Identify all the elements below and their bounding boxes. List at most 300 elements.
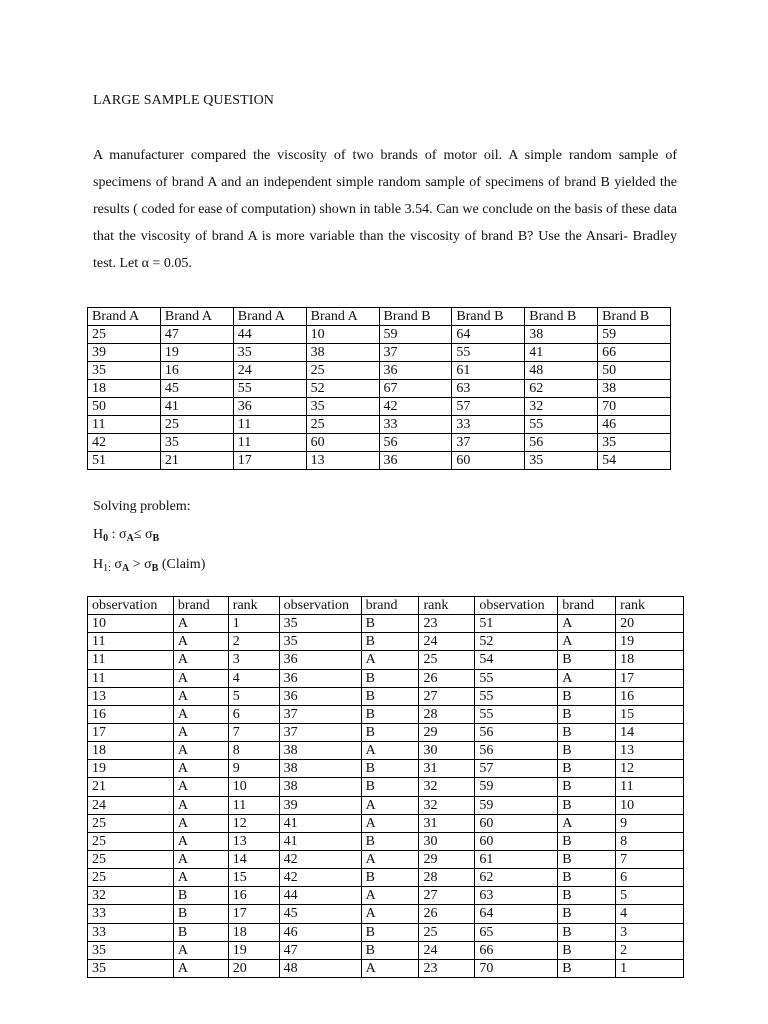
- table-cell: 48: [279, 959, 361, 977]
- table-cell: 13: [616, 742, 684, 760]
- table-cell: 16: [228, 887, 279, 905]
- table-cell: A: [173, 850, 228, 868]
- table-cell: 23: [419, 615, 475, 633]
- table-cell: 27: [419, 687, 475, 705]
- table-cell: 38: [306, 344, 379, 362]
- table-cell: B: [558, 760, 616, 778]
- table-cell: 39: [279, 796, 361, 814]
- table-cell: 8: [228, 742, 279, 760]
- table-row: [88, 326, 671, 344]
- h0-sigma-b: σ: [141, 527, 153, 542]
- table-cell: 50: [88, 398, 161, 416]
- table-cell: A: [558, 633, 616, 651]
- table-cell: 14: [616, 723, 684, 741]
- table-cell: A: [173, 669, 228, 687]
- table-cell: 8: [616, 832, 684, 850]
- table-row: [88, 633, 684, 651]
- brand-data-table: [87, 307, 671, 470]
- table-cell: 36: [233, 398, 306, 416]
- table-cell: 56: [475, 742, 558, 760]
- table-cell: 45: [160, 380, 233, 398]
- table-cell: 37: [452, 434, 525, 452]
- table-cell: B: [361, 778, 419, 796]
- rank-table: [87, 596, 684, 978]
- table-cell: 11: [88, 651, 174, 669]
- table-cell: 10: [88, 615, 174, 633]
- table-cell: 38: [279, 778, 361, 796]
- table-cell: 42: [379, 398, 452, 416]
- table-cell: 20: [228, 959, 279, 977]
- header-cell: Brand A: [233, 308, 306, 326]
- table-cell: 30: [419, 742, 475, 760]
- table-cell: 36: [279, 651, 361, 669]
- table-cell: 63: [475, 887, 558, 905]
- table-cell: 60: [306, 434, 379, 452]
- table-cell: 28: [419, 869, 475, 887]
- table-cell: B: [173, 905, 228, 923]
- table-cell: 7: [228, 723, 279, 741]
- table-cell: 6: [228, 705, 279, 723]
- table-cell: 35: [279, 633, 361, 651]
- table-cell: 25: [419, 651, 475, 669]
- table-cell: B: [361, 687, 419, 705]
- table-cell: A: [361, 905, 419, 923]
- table-cell: 11: [88, 669, 174, 687]
- table-cell: 60: [475, 832, 558, 850]
- table-cell: 62: [525, 380, 598, 398]
- h0-symbol: H: [93, 527, 104, 542]
- table-row: [88, 452, 671, 470]
- table-cell: 33: [379, 416, 452, 434]
- table-cell: 10: [228, 778, 279, 796]
- table-cell: 15: [616, 705, 684, 723]
- table-cell: A: [173, 687, 228, 705]
- table-cell: 66: [475, 941, 558, 959]
- header-cell: rank: [228, 597, 279, 615]
- table-cell: 13: [306, 452, 379, 470]
- table-cell: 7: [616, 850, 684, 868]
- table-row: [88, 760, 684, 778]
- table-cell: 5: [616, 887, 684, 905]
- table-cell: 41: [279, 814, 361, 832]
- table-cell: 2: [228, 633, 279, 651]
- table-cell: 29: [419, 723, 475, 741]
- table-cell: A: [361, 887, 419, 905]
- table-cell: 30: [419, 832, 475, 850]
- table-cell: 59: [379, 326, 452, 344]
- table-cell: 4: [616, 905, 684, 923]
- table-row: [88, 687, 684, 705]
- table-cell: A: [558, 814, 616, 832]
- table-row: [88, 669, 684, 687]
- table-cell: 18: [88, 380, 161, 398]
- table-cell: 38: [598, 380, 671, 398]
- table-cell: 29: [419, 850, 475, 868]
- table-cell: 46: [598, 416, 671, 434]
- header-cell: observation: [475, 597, 558, 615]
- table-cell: 32: [419, 778, 475, 796]
- document-title: LARGE SAMPLE QUESTION: [93, 93, 274, 108]
- table-cell: B: [361, 723, 419, 741]
- table-cell: 56: [475, 723, 558, 741]
- table-cell: 16: [88, 705, 174, 723]
- table-row: [88, 615, 684, 633]
- table-cell: 11: [88, 416, 161, 434]
- table-cell: 35: [525, 452, 598, 470]
- table-cell: A: [173, 941, 228, 959]
- h0-sub-a: A: [126, 533, 134, 544]
- table-cell: 27: [419, 887, 475, 905]
- table-cell: 19: [160, 344, 233, 362]
- table-cell: A: [173, 651, 228, 669]
- table-cell: 32: [525, 398, 598, 416]
- table-cell: 70: [598, 398, 671, 416]
- table-cell: 13: [88, 687, 174, 705]
- table-cell: 11: [233, 416, 306, 434]
- table-cell: 55: [475, 687, 558, 705]
- table-cell: 12: [228, 814, 279, 832]
- table-row: [88, 887, 684, 905]
- table-row: [88, 850, 684, 868]
- h1-sigma-a: σ: [110, 557, 122, 572]
- table-cell: 24: [88, 796, 174, 814]
- table-cell: B: [558, 796, 616, 814]
- table-cell: 21: [88, 778, 174, 796]
- table-cell: 33: [88, 905, 174, 923]
- problem-paragraph: A manufacturer compared the viscosity of two brands of motor oil. A simple random sample of specimens of brand A and an independent simple random sample of specimens of brand B yielded the results ( coded for ease of computation) shown in table 3.54. Can we conclude on the basis of these data that the viscosity of brand A is more variable than the viscosity of brand B? Use the Ansari- Bradley test. Let α = 0.05.: [93, 148, 677, 271]
- table-cell: 47: [279, 941, 361, 959]
- table-cell: A: [173, 615, 228, 633]
- table-cell: 42: [279, 869, 361, 887]
- table-cell: 65: [475, 923, 558, 941]
- table-cell: 16: [160, 362, 233, 380]
- h1-sub-b: B: [151, 563, 159, 574]
- table-cell: 45: [279, 905, 361, 923]
- table-cell: 35: [598, 434, 671, 452]
- table-row: [88, 905, 684, 923]
- header-cell: Brand B: [452, 308, 525, 326]
- table-cell: 9: [228, 760, 279, 778]
- table-cell: 35: [306, 398, 379, 416]
- table-cell: A: [558, 669, 616, 687]
- table-cell: 4: [228, 669, 279, 687]
- table-cell: 17: [233, 452, 306, 470]
- table-cell: 36: [279, 687, 361, 705]
- table-row: [88, 796, 684, 814]
- table-cell: 35: [279, 615, 361, 633]
- table-cell: 24: [233, 362, 306, 380]
- table-cell: 25: [306, 362, 379, 380]
- table-cell: 36: [279, 669, 361, 687]
- header-cell: rank: [616, 597, 684, 615]
- table-cell: 66: [598, 344, 671, 362]
- table-cell: 51: [475, 615, 558, 633]
- table-cell: 70: [475, 959, 558, 977]
- table-row: [88, 814, 684, 832]
- table-cell: B: [558, 705, 616, 723]
- table-cell: 52: [306, 380, 379, 398]
- table-cell: B: [558, 742, 616, 760]
- table-cell: B: [558, 723, 616, 741]
- h1-operator: >: [129, 557, 145, 572]
- table-cell: A: [361, 850, 419, 868]
- table-row: [88, 651, 684, 669]
- header-cell: Brand B: [525, 308, 598, 326]
- null-hypothesis: [93, 527, 159, 544]
- table-cell: 48: [525, 362, 598, 380]
- table-cell: 35: [233, 344, 306, 362]
- table-cell: A: [173, 959, 228, 977]
- table-cell: B: [361, 633, 419, 651]
- table-cell: 19: [88, 760, 174, 778]
- table-cell: 54: [475, 651, 558, 669]
- table-cell: 25: [88, 869, 174, 887]
- table-cell: 57: [452, 398, 525, 416]
- table-row: [88, 434, 671, 452]
- table-cell: 10: [616, 796, 684, 814]
- table-cell: 60: [452, 452, 525, 470]
- table-cell: 17: [88, 723, 174, 741]
- alternative-hypothesis: [93, 557, 205, 574]
- table-cell: 20: [616, 615, 684, 633]
- table-cell: 18: [88, 742, 174, 760]
- header-cell: observation: [88, 597, 174, 615]
- table-cell: 25: [88, 850, 174, 868]
- table-cell: B: [558, 887, 616, 905]
- table-row: [88, 959, 684, 977]
- table-cell: 32: [419, 796, 475, 814]
- table-cell: A: [173, 633, 228, 651]
- table-cell: 14: [228, 850, 279, 868]
- table-cell: 37: [379, 344, 452, 362]
- table-cell: 39: [88, 344, 161, 362]
- table-cell: 25: [419, 923, 475, 941]
- table-cell: B: [361, 832, 419, 850]
- table-cell: 44: [279, 887, 361, 905]
- table-cell: 55: [452, 344, 525, 362]
- table-cell: A: [173, 723, 228, 741]
- h1-symbol: H: [93, 557, 104, 572]
- table-row: [88, 742, 684, 760]
- table-cell: 57: [475, 760, 558, 778]
- table-cell: A: [173, 796, 228, 814]
- table-row: [88, 941, 684, 959]
- table-cell: 11: [88, 633, 174, 651]
- table-cell: 54: [598, 452, 671, 470]
- table-cell: 64: [452, 326, 525, 344]
- table-cell: A: [361, 814, 419, 832]
- table-cell: A: [173, 778, 228, 796]
- table-row: [88, 723, 684, 741]
- table-cell: 25: [88, 814, 174, 832]
- h0-subscript: 0: [103, 533, 109, 544]
- table-cell: 38: [279, 742, 361, 760]
- table-row: [88, 362, 671, 380]
- table-cell: 67: [379, 380, 452, 398]
- table-cell: 9: [616, 814, 684, 832]
- h1-sigma-b: σ: [144, 557, 152, 572]
- table-cell: 24: [419, 941, 475, 959]
- table-cell: 47: [160, 326, 233, 344]
- header-row: [88, 308, 671, 326]
- table-cell: 59: [475, 778, 558, 796]
- table-cell: 55: [525, 416, 598, 434]
- header-cell: Brand B: [379, 308, 452, 326]
- table-cell: B: [558, 923, 616, 941]
- table-cell: B: [361, 923, 419, 941]
- table-cell: B: [558, 687, 616, 705]
- table-cell: 25: [88, 326, 161, 344]
- table-cell: 41: [525, 344, 598, 362]
- table-cell: B: [558, 832, 616, 850]
- table-cell: 19: [616, 633, 684, 651]
- table-cell: 64: [475, 905, 558, 923]
- table-cell: A: [361, 959, 419, 977]
- table-cell: 11: [228, 796, 279, 814]
- header-cell: Brand B: [598, 308, 671, 326]
- header-cell: Brand A: [306, 308, 379, 326]
- h0-sub-b: B: [152, 533, 160, 544]
- table-cell: B: [361, 941, 419, 959]
- table-cell: B: [361, 705, 419, 723]
- table-cell: A: [173, 742, 228, 760]
- table-cell: 6: [616, 869, 684, 887]
- table-cell: 55: [233, 380, 306, 398]
- table-cell: B: [361, 869, 419, 887]
- table-cell: B: [558, 869, 616, 887]
- table-cell: 35: [160, 434, 233, 452]
- table-cell: B: [361, 669, 419, 687]
- table-cell: 28: [419, 705, 475, 723]
- table-row: [88, 923, 684, 941]
- table-cell: A: [361, 651, 419, 669]
- table-cell: B: [173, 923, 228, 941]
- table-cell: B: [361, 615, 419, 633]
- table-cell: 61: [452, 362, 525, 380]
- table-row: [88, 832, 684, 850]
- header-cell: brand: [173, 597, 228, 615]
- table-cell: 63: [452, 380, 525, 398]
- table-cell: 35: [88, 941, 174, 959]
- table-cell: 24: [419, 633, 475, 651]
- table-cell: B: [173, 887, 228, 905]
- table-cell: 38: [525, 326, 598, 344]
- table-cell: A: [173, 760, 228, 778]
- table-cell: A: [173, 705, 228, 723]
- table-cell: 3: [616, 923, 684, 941]
- table-cell: A: [173, 832, 228, 850]
- table-cell: 42: [279, 850, 361, 868]
- h1-claim: (Claim): [158, 557, 206, 572]
- table-cell: 31: [419, 760, 475, 778]
- table-row: [88, 705, 684, 723]
- table-cell: 17: [228, 905, 279, 923]
- table-cell: 41: [160, 398, 233, 416]
- table-cell: 59: [598, 326, 671, 344]
- table-cell: 46: [279, 923, 361, 941]
- table-cell: 31: [419, 814, 475, 832]
- table-cell: 10: [306, 326, 379, 344]
- header-cell: rank: [419, 597, 475, 615]
- table-cell: 55: [475, 705, 558, 723]
- table-cell: 32: [88, 887, 174, 905]
- h0-colon: :: [108, 527, 120, 542]
- table-cell: 26: [419, 905, 475, 923]
- header-cell: Brand A: [160, 308, 233, 326]
- table-cell: 37: [279, 705, 361, 723]
- table-row: [88, 380, 671, 398]
- table-cell: B: [558, 850, 616, 868]
- table-cell: B: [558, 905, 616, 923]
- table-cell: 19: [228, 941, 279, 959]
- table-cell: 26: [419, 669, 475, 687]
- table-row: [88, 778, 684, 796]
- table-cell: 18: [616, 651, 684, 669]
- table-cell: 16: [616, 687, 684, 705]
- table-cell: 18: [228, 923, 279, 941]
- table-row: [88, 416, 671, 434]
- table-cell: 25: [160, 416, 233, 434]
- table-cell: 38: [279, 760, 361, 778]
- table-cell: A: [361, 742, 419, 760]
- table-cell: 23: [419, 959, 475, 977]
- table-cell: 56: [525, 434, 598, 452]
- table-row: [88, 344, 671, 362]
- table-cell: B: [558, 941, 616, 959]
- table-cell: 21: [160, 452, 233, 470]
- table-row: [88, 869, 684, 887]
- header-cell: brand: [558, 597, 616, 615]
- table-cell: 37: [279, 723, 361, 741]
- table-cell: 33: [452, 416, 525, 434]
- h1-subscript: 1:: [103, 563, 111, 574]
- table-cell: 12: [616, 760, 684, 778]
- table-cell: 50: [598, 362, 671, 380]
- table-cell: 11: [616, 778, 684, 796]
- table-cell: 13: [228, 832, 279, 850]
- table-cell: 33: [88, 923, 174, 941]
- table-cell: 2: [616, 941, 684, 959]
- table-cell: 44: [233, 326, 306, 344]
- table-cell: 55: [475, 669, 558, 687]
- table-cell: 25: [306, 416, 379, 434]
- table-cell: B: [558, 778, 616, 796]
- table-cell: 11: [233, 434, 306, 452]
- table-cell: 60: [475, 814, 558, 832]
- h0-operator: ≤: [133, 527, 142, 542]
- table-cell: 25: [88, 832, 174, 850]
- header-cell: observation: [279, 597, 361, 615]
- table-cell: 36: [379, 452, 452, 470]
- table-cell: 61: [475, 850, 558, 868]
- header-cell: Brand A: [88, 308, 161, 326]
- table-cell: 36: [379, 362, 452, 380]
- table-cell: 41: [279, 832, 361, 850]
- table-cell: B: [558, 959, 616, 977]
- solving-label: Solving problem:: [93, 499, 191, 514]
- h1-sub-a: A: [121, 563, 130, 574]
- table-cell: 3: [228, 651, 279, 669]
- table-cell: 35: [88, 362, 161, 380]
- table-row: [88, 398, 671, 416]
- table-cell: A: [173, 869, 228, 887]
- table-cell: 52: [475, 633, 558, 651]
- table-cell: 35: [88, 959, 174, 977]
- h0-sigma-a: σ: [119, 527, 127, 542]
- table-cell: A: [173, 814, 228, 832]
- table-cell: 59: [475, 796, 558, 814]
- table-cell: 51: [88, 452, 161, 470]
